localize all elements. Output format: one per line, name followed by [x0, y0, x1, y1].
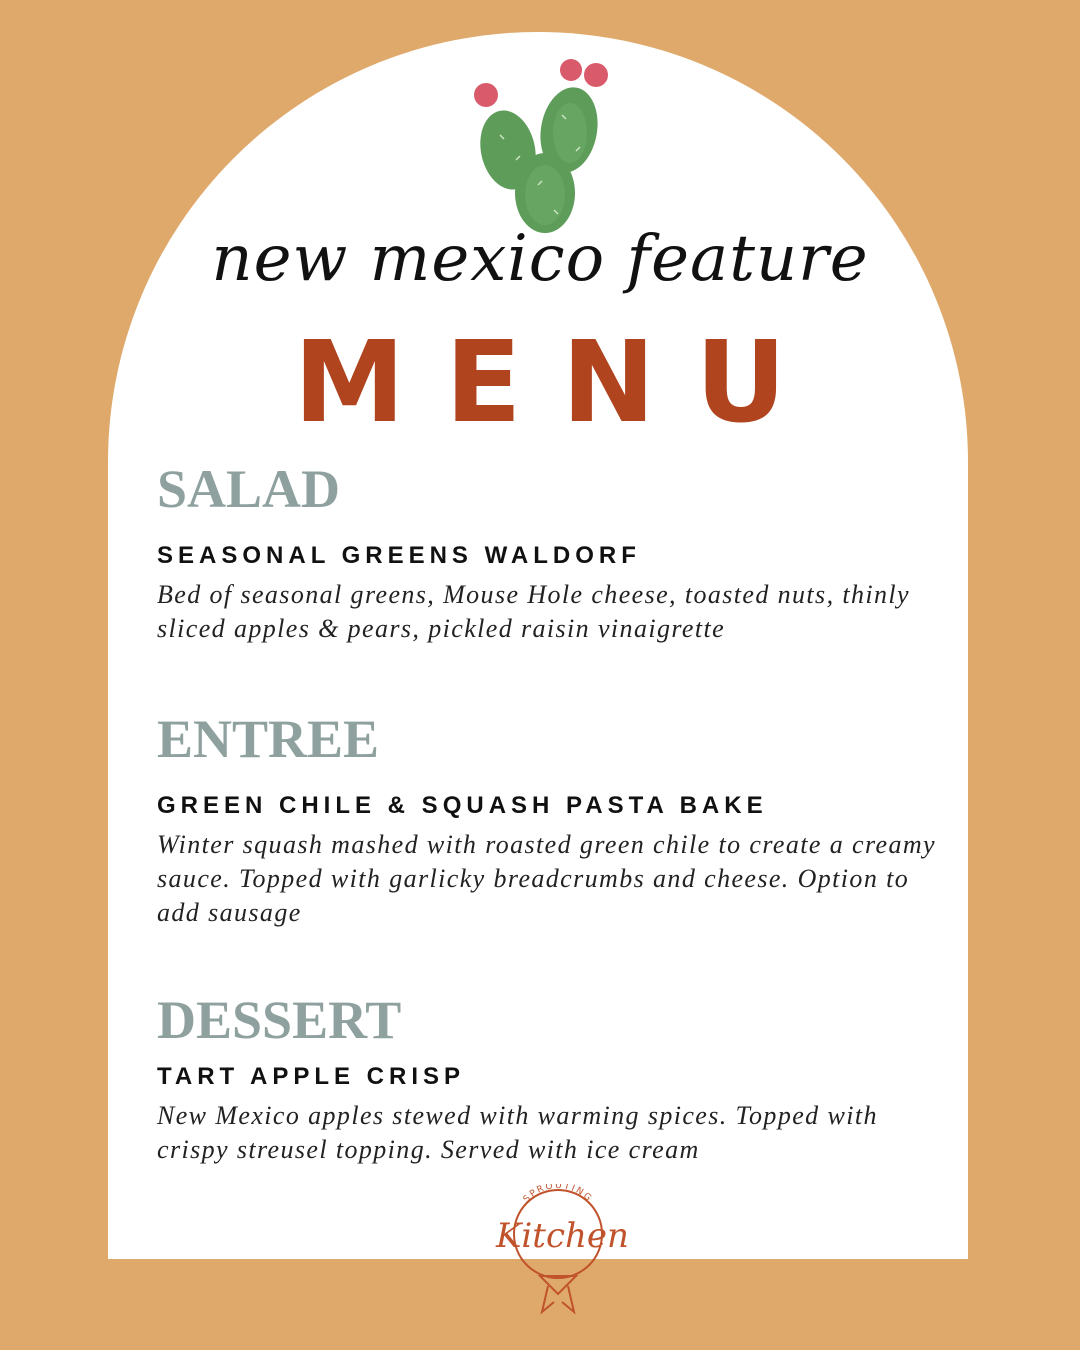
item-title: GREEN CHILE & SQUASH PASTA BAKE — [157, 792, 768, 819]
item-description: Bed of seasonal greens, Mouse Hole cheese, toasted nuts, thinly sliced apples & pears, pickled raisin vinaigrette — [157, 580, 910, 643]
logo-main-text: Kitchen — [496, 1216, 629, 1256]
cactus-icon — [470, 55, 615, 235]
item-title: TART APPLE CRISP — [157, 1063, 466, 1090]
dessert-section — [157, 990, 957, 1167]
menu-subtitle: new mexico feature — [211, 222, 869, 296]
menu-title: MENU — [293, 318, 827, 448]
entree-section — [157, 709, 957, 929]
logo-top-text: SPROUTING — [521, 1184, 595, 1205]
section-title: DESSERT — [157, 990, 402, 1050]
section-title: SALAD — [157, 459, 341, 519]
svg-text:SPROUTING — [522, 1184, 594, 1205]
item-description: New Mexico apples stewed with warming spices. Topped with crispy streusel topping. Served with ice cream — [157, 1101, 878, 1164]
item-description: Winter squash mashed with roasted green chile to create a creamy sauce. Topped with garlicky breadcrumbs and cheese. Option to add sausage — [157, 830, 936, 927]
item-title: SEASONAL GREENS WALDORF — [157, 542, 641, 569]
salad-section — [157, 459, 957, 646]
sprouting-kitchen-logo — [496, 1184, 629, 1319]
section-title: ENTREE — [157, 709, 380, 769]
